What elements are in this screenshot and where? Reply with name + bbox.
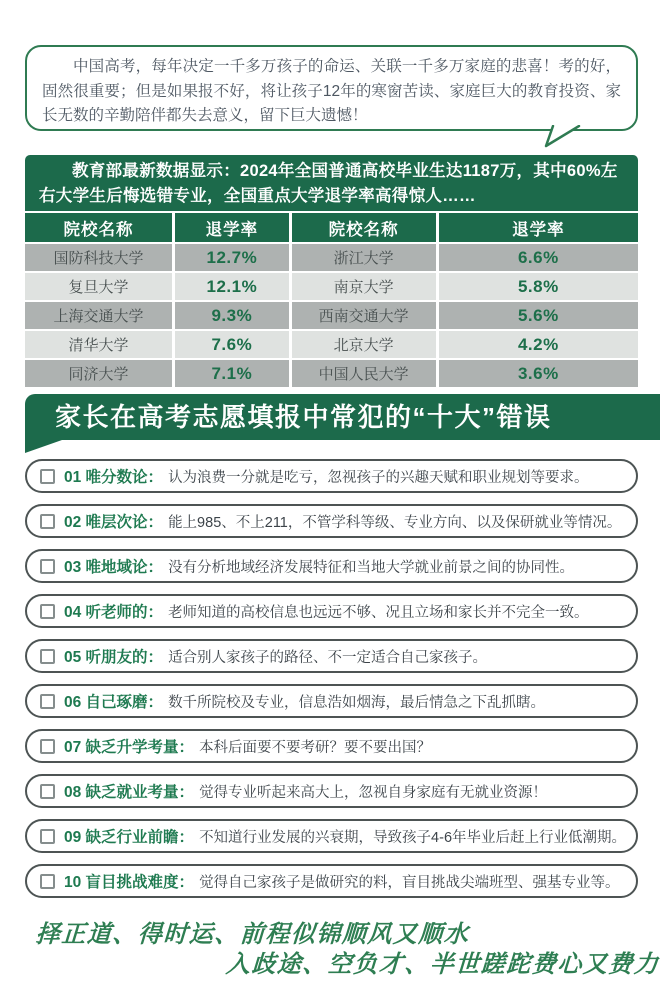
speech-bubble-tail-icon: [539, 125, 583, 149]
university-name-cell: 西南交通大学: [289, 300, 436, 329]
university-name-cell: 复旦大学: [25, 271, 172, 300]
table-header-row: [25, 211, 638, 242]
mistake-item: [25, 594, 638, 628]
checkbox-icon[interactable]: [40, 784, 55, 799]
column-header-rate-1: 退学率: [172, 211, 288, 242]
mistake-label: 01 唯分数论：: [64, 469, 164, 486]
checkbox-icon[interactable]: [40, 694, 55, 709]
dropout-rate-cell: 3.6%: [436, 358, 638, 387]
mistake-item: [25, 819, 638, 853]
mistake-item: [25, 504, 638, 538]
checkbox-icon[interactable]: [40, 604, 55, 619]
intro-speech-bubble: [25, 45, 638, 131]
table-row: [25, 329, 638, 358]
dropout-rate-cell: 12.7%: [172, 242, 288, 271]
checkbox-icon[interactable]: [40, 874, 55, 889]
dropout-rate-cell: 6.6%: [436, 242, 638, 271]
footer-calligraphy-line2: 入歧途、空负才、半世蹉跎费心又费力: [225, 951, 660, 978]
university-name-cell: 南京大学: [289, 271, 436, 300]
mistake-label: 06 自己琢磨：: [64, 694, 164, 711]
mistake-label: 10 盲目挑战难度：: [64, 874, 195, 891]
column-header-rate-2: 退学率: [436, 211, 638, 242]
mistake-label: 09 缺乏行业前瞻：: [64, 829, 195, 846]
mistake-desc: 能上985、不上211，不管学科等级、专业方向、以及保研就业等情况。: [168, 514, 622, 531]
dropout-rate-cell: 5.8%: [436, 271, 638, 300]
mistake-label: 05 听朋友的：: [64, 649, 164, 666]
mistakes-list: [25, 459, 638, 909]
mistake-desc: 觉得自己家孩子是做研究的料，盲目挑战尖端班型、强基专业等。: [199, 874, 620, 891]
section-banner: [25, 394, 660, 440]
intro-speech-text: 中国高考，每年决定一千多万孩子的命运、关联一千多万家庭的悲喜！考的好，固然很重要；但是如果报不好，将让孩子12年的寒窗苦读、家庭巨大的教育投资、家长无数的辛勤陪伴都失去意义，留下巨大遗憾！: [42, 58, 621, 124]
dropout-rate-cell: 7.6%: [172, 329, 288, 358]
mistake-desc: 不知道行业发展的兴衰期，导致孩子4-6年毕业后赶上行业低潮期。: [199, 829, 627, 846]
stats-intro-text: 教育部最新数据显示：2024年全国普通高校毕业生达1187万，其中60%左右大学生后悔选错专业，全国重点大学退学率高得惊人……: [25, 155, 638, 211]
dropout-stats-section: [25, 155, 638, 387]
checkbox-icon[interactable]: [40, 559, 55, 574]
mistake-item: [25, 639, 638, 673]
mistake-label: 08 缺乏就业考量：: [64, 784, 195, 801]
section-banner-title: 家长在高考志愿填报中常犯的“十大”错误: [55, 402, 552, 432]
mistake-desc: 认为浪费一分就是吃亏，忽视孩子的兴趣天赋和职业规划等要求。: [168, 469, 589, 486]
mistake-item: [25, 459, 638, 493]
dropout-rate-cell: 5.6%: [436, 300, 638, 329]
table-row: [25, 271, 638, 300]
table-row: [25, 242, 638, 271]
mistake-desc: 本科后面要不要考研？要不要出国？: [199, 739, 432, 756]
university-name-cell: 上海交通大学: [25, 300, 172, 329]
mistake-item: [25, 684, 638, 718]
mistake-item: [25, 549, 638, 583]
mistake-label: 02 唯层次论：: [64, 514, 164, 531]
mistake-desc: 觉得专业听起来高大上，忽视自身家庭有无就业资源！: [199, 784, 548, 801]
checkbox-icon[interactable]: [40, 649, 55, 664]
checkbox-icon[interactable]: [40, 829, 55, 844]
mistake-item: [25, 864, 638, 898]
mistake-desc: 数千所院校及专业，信息浩如烟海，最后情急之下乱抓瞎。: [168, 694, 546, 711]
dropout-rate-table: [25, 211, 638, 387]
university-name-cell: 浙江大学: [289, 242, 436, 271]
table-row: [25, 300, 638, 329]
column-header-university-1: 院校名称: [25, 211, 172, 242]
dropout-rate-cell: 7.1%: [172, 358, 288, 387]
column-header-university-2: 院校名称: [289, 211, 436, 242]
university-name-cell: 中国人民大学: [289, 358, 436, 387]
dropout-table-body: [25, 242, 638, 387]
university-name-cell: 国防科技大学: [25, 242, 172, 271]
mistake-item: [25, 774, 638, 808]
university-name-cell: 清华大学: [25, 329, 172, 358]
university-name-cell: 北京大学: [289, 329, 436, 358]
mistake-label: 03 唯地域论：: [64, 559, 164, 576]
mistake-desc: 适合别人家孩子的路径、不一定适合自己家孩子。: [168, 649, 488, 666]
banner-fold-triangle: [25, 440, 62, 453]
university-name-cell: 同济大学: [25, 358, 172, 387]
mistake-label: 07 缺乏升学考量：: [64, 739, 195, 756]
mistake-desc: 没有分析地域经济发展特征和当地大学就业前景之间的协同性。: [168, 559, 575, 576]
dropout-rate-cell: 9.3%: [172, 300, 288, 329]
footer-calligraphy-line1: 择正道、得时运、前程似锦顺风又顺水: [35, 921, 471, 948]
checkbox-icon[interactable]: [40, 514, 55, 529]
dropout-rate-cell: 4.2%: [436, 329, 638, 358]
checkbox-icon[interactable]: [40, 469, 55, 484]
mistake-label: 04 听老师的：: [64, 604, 164, 621]
dropout-rate-cell: 12.1%: [172, 271, 288, 300]
mistake-item: [25, 729, 638, 763]
table-row: [25, 358, 638, 387]
mistake-desc: 老师知道的高校信息也远远不够、况且立场和家长并不完全一致。: [168, 604, 589, 621]
checkbox-icon[interactable]: [40, 739, 55, 754]
